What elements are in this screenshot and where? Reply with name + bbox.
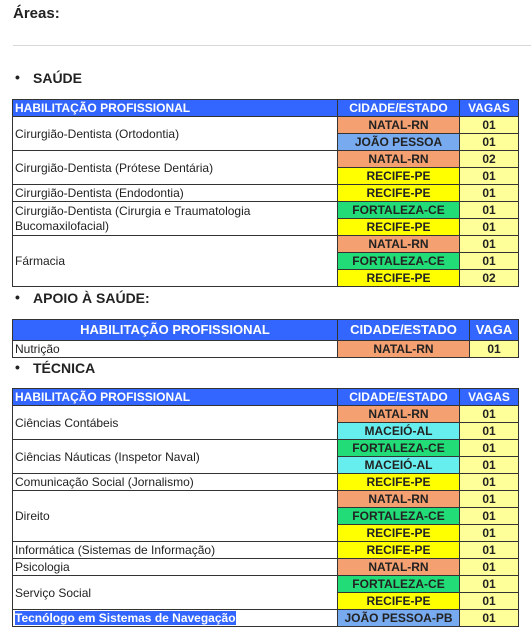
section-heading-tecnica: • TÉCNICA (33, 360, 95, 376)
vagas-cell: 01 (460, 593, 519, 610)
vagas-cell: 01 (460, 542, 519, 559)
table-row (13, 491, 519, 508)
course-name-highlighted (13, 610, 338, 627)
city-cell: NATAL-RN (338, 341, 470, 358)
vagas-cell: 01 (460, 474, 519, 491)
course-name: Cirurgião-Dentista (Prótese Dentária) (13, 151, 338, 185)
vagas-cell: 01 (460, 457, 519, 474)
column-header-vaga: VAGA (470, 320, 519, 341)
vagas-cell: 02 (460, 270, 519, 287)
city-cell: FORTALEZA-CE (338, 202, 460, 219)
course-name: Psicologia (13, 559, 338, 576)
column-header-habilitacao: HABILITAÇÃO PROFISSIONAL (13, 100, 338, 117)
table-row (13, 440, 519, 457)
course-name: Direito (13, 491, 338, 542)
column-header-vagas: VAGAS (460, 389, 519, 406)
vagas-cell: 01 (460, 610, 519, 627)
table-apoio-saude (12, 319, 519, 358)
city-cell: JOÃO PESSOA (338, 134, 460, 151)
vagas-cell: 01 (460, 134, 519, 151)
vagas-cell: 01 (470, 341, 519, 358)
course-name: Serviço Social (13, 576, 338, 610)
table-row (13, 151, 519, 168)
city-cell: NATAL-RN (338, 151, 460, 168)
course-name: Cirurgião-Dentista (Endodontia) (13, 185, 338, 202)
course-name: Cirurgião-Dentista (Cirurgia e Traumatologia Bucomaxilofacial) (13, 202, 338, 236)
city-cell: MACEIÓ-AL (338, 423, 460, 440)
city-cell: RECIFE-PE (338, 168, 460, 185)
table-row (13, 610, 519, 627)
course-name: Comunicação Social (Jornalismo) (13, 474, 338, 491)
vagas-cell: 01 (460, 168, 519, 185)
city-cell: FORTALEZA-CE (338, 576, 460, 593)
course-name: Informática (Sistemas de Informação) (13, 542, 338, 559)
city-cell: NATAL-RN (338, 559, 460, 576)
city-cell: RECIFE-PE (338, 542, 460, 559)
vagas-cell: 01 (460, 423, 519, 440)
city-cell: RECIFE-PE (338, 219, 460, 236)
city-cell: FORTALEZA-CE (338, 253, 460, 270)
table-row (13, 542, 519, 559)
city-cell: FORTALEZA-CE (338, 440, 460, 457)
vagas-cell: 01 (460, 491, 519, 508)
table-row (13, 576, 519, 593)
city-cell: MACEIÓ-AL (338, 457, 460, 474)
city-cell: NATAL-RN (338, 406, 460, 423)
course-name: Ciências Náuticas (Inspetor Naval) (13, 440, 338, 474)
section-heading-saude: • SAÚDE (33, 70, 82, 86)
column-header-vagas: VAGAS (460, 100, 519, 117)
table-row (13, 474, 519, 491)
city-cell: NATAL-RN (338, 236, 460, 253)
vagas-cell: 01 (460, 559, 519, 576)
city-cell: JOÃO PESSOA-PB (338, 610, 460, 627)
column-header-habilitacao: HABILITAÇÃO PROFISSIONAL (13, 320, 338, 341)
vagas-cell: 01 (460, 440, 519, 457)
vagas-cell: 01 (460, 117, 519, 134)
vagas-cell: 01 (460, 406, 519, 423)
highlighted-course-text: Tecnólogo em Sistemas de Navegação (15, 611, 236, 625)
vagas-cell: 01 (460, 202, 519, 219)
city-cell: RECIFE-PE (338, 474, 460, 491)
vagas-cell: 01 (460, 253, 519, 270)
city-cell: RECIFE-PE (338, 270, 460, 287)
course-name: Ciências Contábeis (13, 406, 338, 440)
city-cell: RECIFE-PE (338, 593, 460, 610)
vagas-cell: 01 (460, 236, 519, 253)
table-row (13, 559, 519, 576)
column-header-cidade: CIDADE/ESTADO (338, 100, 460, 117)
column-header-cidade: CIDADE/ESTADO (338, 389, 460, 406)
table-tecnica (12, 388, 519, 627)
city-cell: NATAL-RN (338, 491, 460, 508)
vagas-cell: 01 (460, 219, 519, 236)
page-title: Áreas: (13, 5, 60, 22)
vagas-cell: 01 (460, 525, 519, 542)
column-header-cidade: CIDADE/ESTADO (338, 320, 470, 341)
table-row (13, 117, 519, 134)
section-heading-apoio-saude: • APOIO À SAÚDE: (33, 290, 150, 306)
vagas-cell: 02 (460, 151, 519, 168)
vagas-cell: 01 (460, 508, 519, 525)
vagas-cell: 01 (460, 576, 519, 593)
city-cell: FORTALEZA-CE (338, 508, 460, 525)
vagas-cell: 01 (460, 185, 519, 202)
city-cell: RECIFE-PE (338, 185, 460, 202)
column-header-habilitacao: HABILITAÇÃO PROFISSIONAL (13, 389, 338, 406)
city-cell: NATAL-RN (338, 117, 460, 134)
course-name: Cirurgião-Dentista (Ortodontia) (13, 117, 338, 151)
table-row (13, 406, 519, 423)
divider (13, 45, 531, 46)
course-name: Fármacia (13, 236, 338, 287)
table-saude (12, 99, 519, 287)
table-row (13, 341, 519, 358)
table-row (13, 236, 519, 253)
course-name: Nutrição (13, 341, 338, 358)
table-row (13, 202, 519, 219)
table-row (13, 185, 519, 202)
city-cell: RECIFE-PE (338, 525, 460, 542)
